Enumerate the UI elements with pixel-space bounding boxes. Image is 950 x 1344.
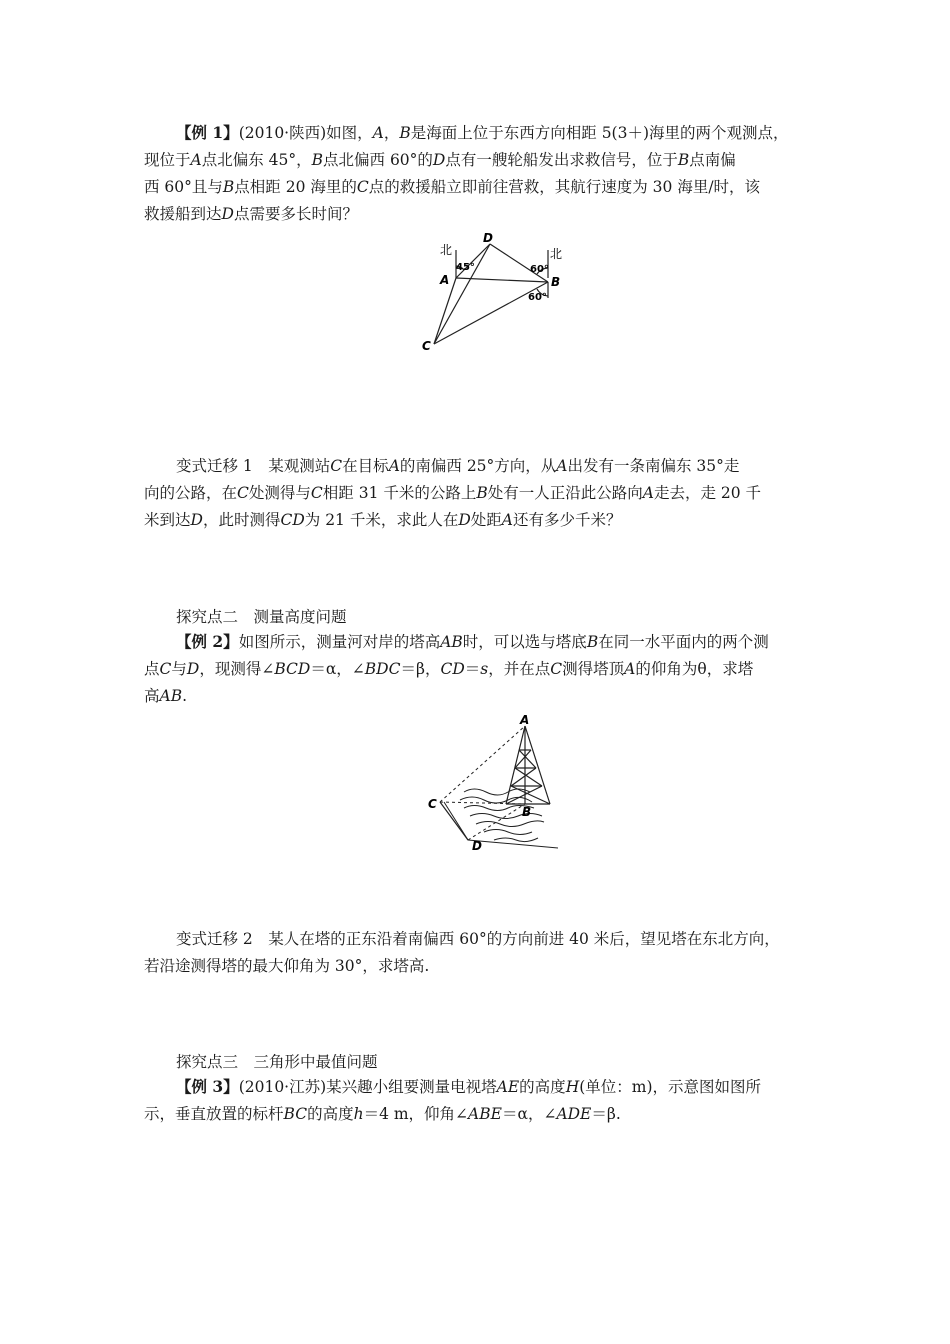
- variant-1-line-3: 米到达D，此时测得CD为 21 千米，求此人在D处距A还有多少千米？: [144, 511, 622, 529]
- example-2-line-3: 高AB.: [144, 687, 188, 705]
- example-1-line-3: 西 60°且与B点相距 20 海里的C点的救援船立即前往营救，其航行速度为 30 海里/时，该: [144, 178, 761, 196]
- angle-label-60-top: 60°: [530, 264, 549, 275]
- variant-1-line-2: 向的公路，在C处测得与C相距 31 千米的公路上B处有一人正沿此公路向A走去，走 20 千: [144, 484, 762, 502]
- river-wave: [494, 838, 538, 842]
- example-2-line-1: 【例 2】如图所示，测量河对岸的塔高AB时，可以选与塔底B在同一水平面内的两个测: [176, 632, 769, 651]
- example-3-tag: 【例 3】: [176, 1077, 239, 1096]
- variant-2-line-1: 变式迁移 2 某人在塔的正东沿着南偏西 60°的方向前进 40 米后，望见塔在东北方向，: [176, 930, 780, 948]
- point-label-a: A: [520, 713, 530, 727]
- north-label-a: 北: [440, 243, 453, 257]
- point-label-b: B: [551, 275, 561, 289]
- point-label-c: C: [422, 339, 431, 353]
- example-3-line-1: 【例 3】(2010·江苏)某兴趣小组要测量电视塔AE的高度H(单位：m)，示意图如图所: [176, 1077, 762, 1096]
- example-1-tag: 【例 1】: [176, 123, 239, 142]
- north-label-b: 北: [550, 247, 563, 261]
- point-label-d: D: [472, 839, 482, 853]
- point-label-b: B: [522, 805, 532, 819]
- example-3-line-2: 示，垂直放置的标杆BC的高度h＝4 m，仰角∠ABE＝α，∠ADE＝β.: [144, 1105, 621, 1123]
- section-3-title: 探究点三 三角形中最值问题: [176, 1053, 378, 1071]
- figure-1-navigation-diagram: [420, 232, 570, 354]
- figure-2-tower-diagram: [424, 712, 560, 854]
- river-wave: [460, 797, 532, 803]
- example-1-line-2: 现位于A点北偏东 45°，B点北偏西 60°的D点有一艘轮船发出求救信号，位于B点南偏: [144, 151, 736, 169]
- river-wave: [476, 821, 544, 827]
- river-bank: [444, 802, 558, 848]
- example-2-line-2: 点C与D，现测得∠BCD＝α，∠BDC＝β，CD＝s，并在点C测得塔顶A的仰角为θ，求塔: [144, 660, 754, 678]
- angle-label-60-bottom: 60°: [528, 292, 547, 303]
- river-wave: [484, 830, 532, 835]
- section-2-title: 探究点二 测量高度问题: [176, 608, 347, 626]
- example-1-line-1: 【例 1】(2010·陕西)如图，A，B是海面上位于东西方向相距 5(3＋)海里的两个观测点，: [176, 123, 789, 142]
- point-label-c: C: [428, 797, 437, 811]
- angle-label-45: 45°: [456, 262, 475, 273]
- segment-cd: [440, 802, 468, 840]
- point-label-a: A: [440, 273, 450, 287]
- tower-leg-left: [506, 726, 525, 804]
- point-label-d: D: [483, 232, 493, 245]
- example-2-tag: 【例 2】: [176, 632, 239, 651]
- example-1-line-4: 救援船到达D点需要多长时间？: [144, 205, 358, 223]
- segment-cb: [440, 802, 525, 804]
- variant-2-line-2: 若沿途测得塔的最大仰角为 30°，求塔高.: [144, 957, 430, 975]
- segment-db: [490, 244, 548, 282]
- variant-1-line-1: 变式迁移 1 某观测站C在目标A的南偏西 25°方向，从A出发有一条南偏东 35°走: [176, 457, 740, 475]
